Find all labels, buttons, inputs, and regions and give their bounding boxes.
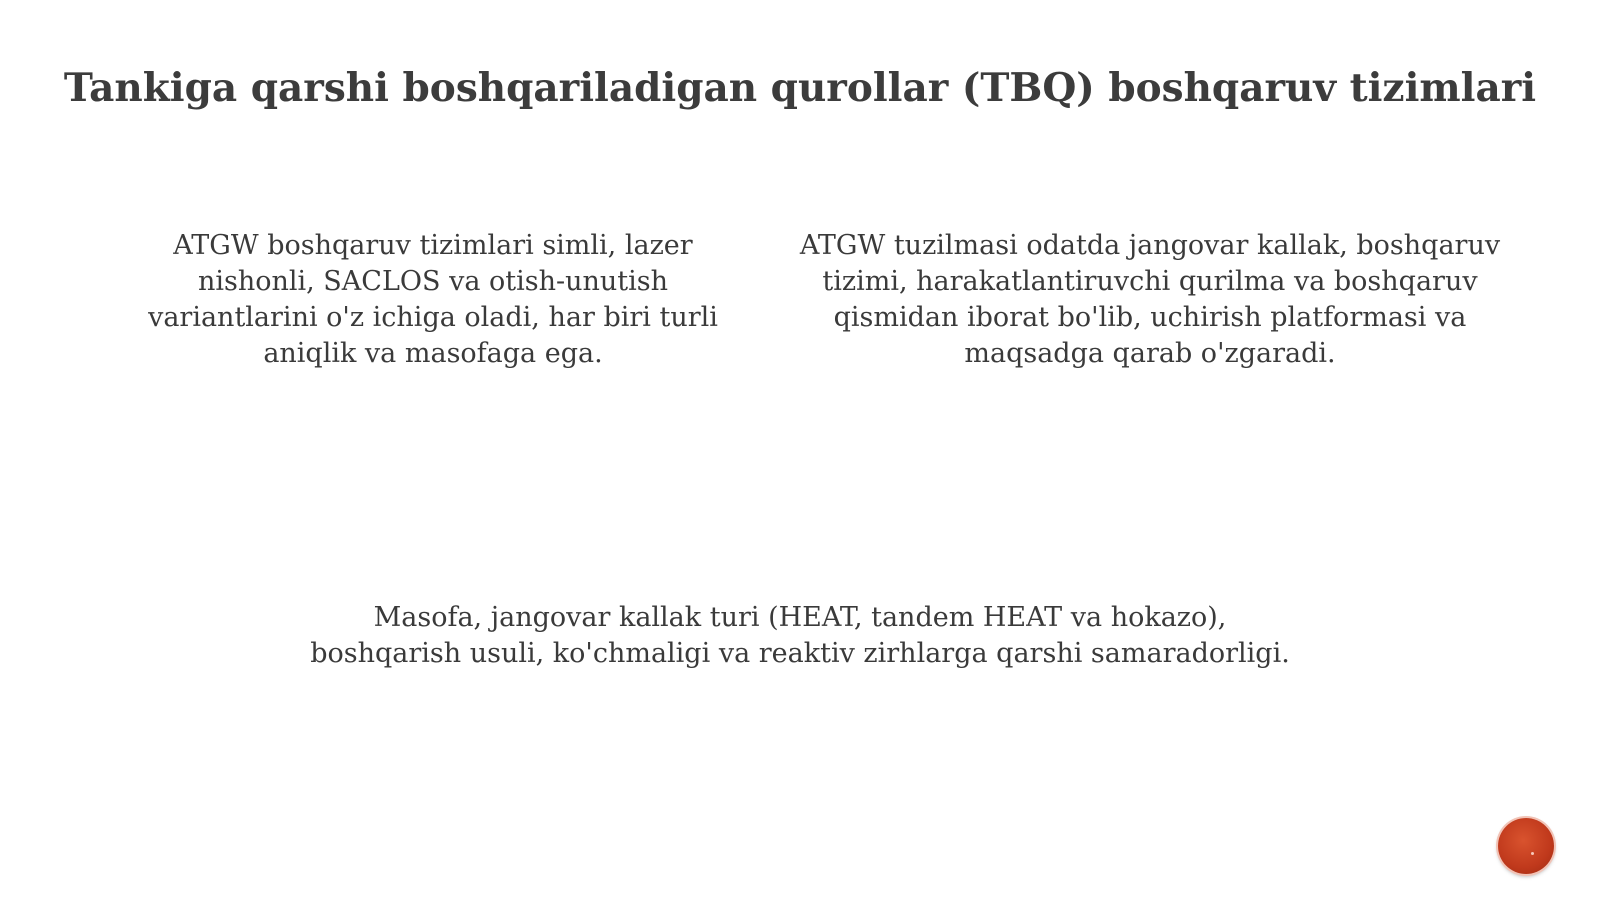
bottom-text-line-2: boshqarish usuli, ko'chmaligi va reaktiv zirhlarga qarshi samaradorligi. xyxy=(310,638,1290,669)
circle-button-icon xyxy=(1531,852,1534,855)
bottom-text-block xyxy=(200,600,1400,672)
bottom-text-line-1: Masofa, jangovar kallak turi (HEAT, tandem HEAT va hokazo), xyxy=(373,602,1227,633)
slide-title: Tankiga qarshi boshqariladigan qurollar (TBQ) boshqaruv tizimlari xyxy=(63,65,1537,111)
slide-nav-button[interactable] xyxy=(1498,818,1554,874)
left-text-block: ATGW boshqaruv tizimlari simli, lazer nishonli, SACLOS va otish-unutish variantlarini o'z ichiga oladi, har biri turli aniqlik va masofaga ega. xyxy=(148,230,718,369)
right-text-block: ATGW tuzilmasi odatda jangovar kallak, boshqaruv tizimi, harakatlantiruvchi qurilma va boshqaruv qismidan iborat bo'lib, uchirish platformasi va maqsadga qarab o'zgaradi. xyxy=(799,230,1501,369)
